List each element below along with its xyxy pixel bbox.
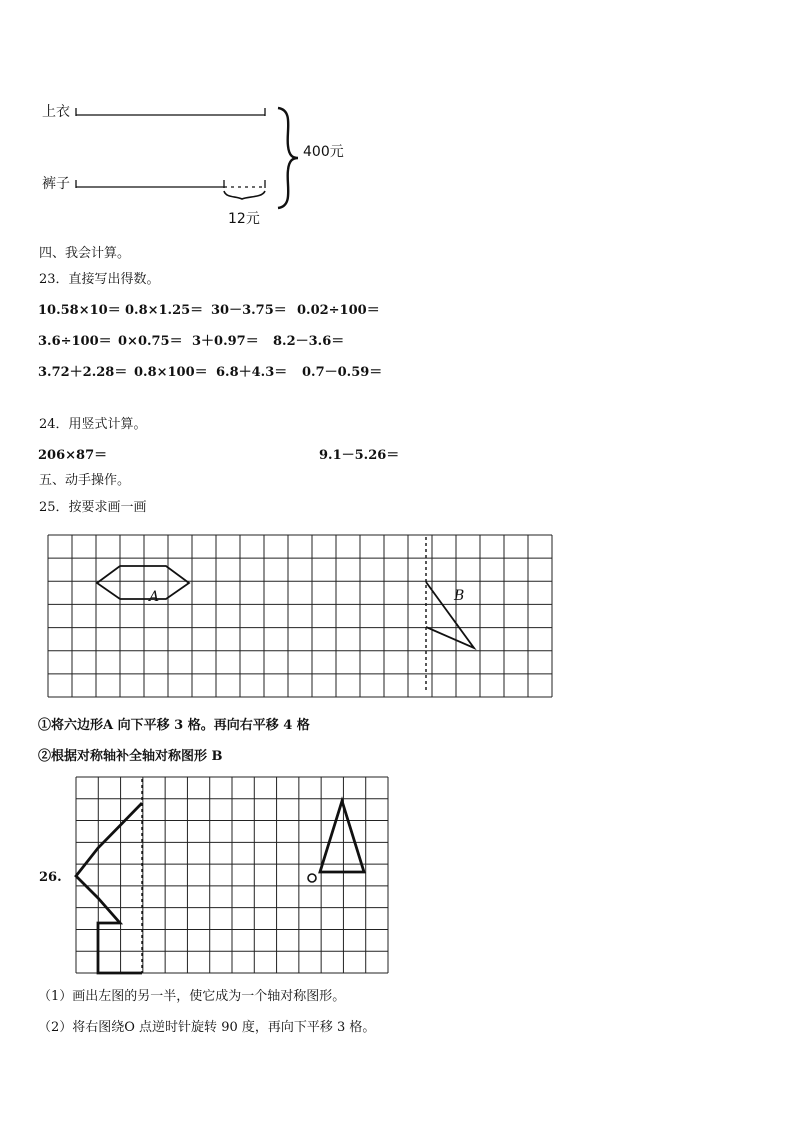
shape-a-label: A xyxy=(149,589,160,605)
calc-item: 3.72＋2.28＝ xyxy=(38,365,128,380)
q26-drawing xyxy=(76,777,388,973)
calc-item: 10.58×10＝ xyxy=(38,303,121,318)
question-25-title: 25．按要求画一画 xyxy=(39,500,147,515)
calc-item: 3＋0.97＝ xyxy=(192,334,259,349)
vertical-calc-item: 9.1－5.26＝ xyxy=(319,448,400,463)
bar-diagram xyxy=(0,90,340,230)
question-26-number: 26. xyxy=(39,870,62,885)
calc-item: 6.8＋4.3＝ xyxy=(216,365,288,380)
calc-item: 0.02÷100＝ xyxy=(297,303,380,318)
calc-item: 0×0.75＝ xyxy=(118,334,183,349)
question-23-title: 23．直接写出得数。 xyxy=(39,272,160,287)
q26-instruction-2: （2）将右图绕O 点逆时针旋转 90 度，再向下平移 3 格。 xyxy=(38,1020,376,1035)
pants-label: 裤子 xyxy=(42,176,70,192)
calc-item: 0.8×100＝ xyxy=(134,365,208,380)
q25-drawing xyxy=(48,535,552,697)
total-label: 400元 xyxy=(303,144,344,160)
shape-b-half xyxy=(426,582,474,648)
shape-b-label: B xyxy=(454,588,465,604)
calc-item: 3.6÷100＝ xyxy=(38,334,112,349)
triangle-figure xyxy=(320,801,364,872)
calc-item: 0.8×1.25＝ xyxy=(125,303,204,318)
q25-instruction-2: ②根据对称轴补全轴对称图形 B xyxy=(38,749,223,764)
calc-item: 8.2－3.6＝ xyxy=(273,334,345,349)
question-24-title: 24．用竖式计算。 xyxy=(39,417,147,432)
q25-instruction-1: ①将六边形A 向下平移 3 格。再向右平移 4 格 xyxy=(38,718,310,733)
calc-item: 0.7－0.59＝ xyxy=(302,365,383,380)
rotation-center-o xyxy=(308,874,316,882)
vertical-calc-item: 206×87＝ xyxy=(38,448,108,463)
hexagon-a xyxy=(97,566,189,599)
q26-instruction-1: （1）画出左图的另一半，使它成为一个轴对称图形。 xyxy=(38,989,346,1004)
calc-item: 30－3.75＝ xyxy=(211,303,287,318)
shirt-label: 上衣 xyxy=(42,104,70,120)
difference-brace xyxy=(224,191,265,199)
difference-label: 12元 xyxy=(228,211,260,227)
left-half-figure xyxy=(76,803,142,973)
section-4-title: 四、我会计算。 xyxy=(39,246,131,261)
total-brace xyxy=(278,108,298,208)
section-5-title: 五、动手操作。 xyxy=(39,473,131,488)
